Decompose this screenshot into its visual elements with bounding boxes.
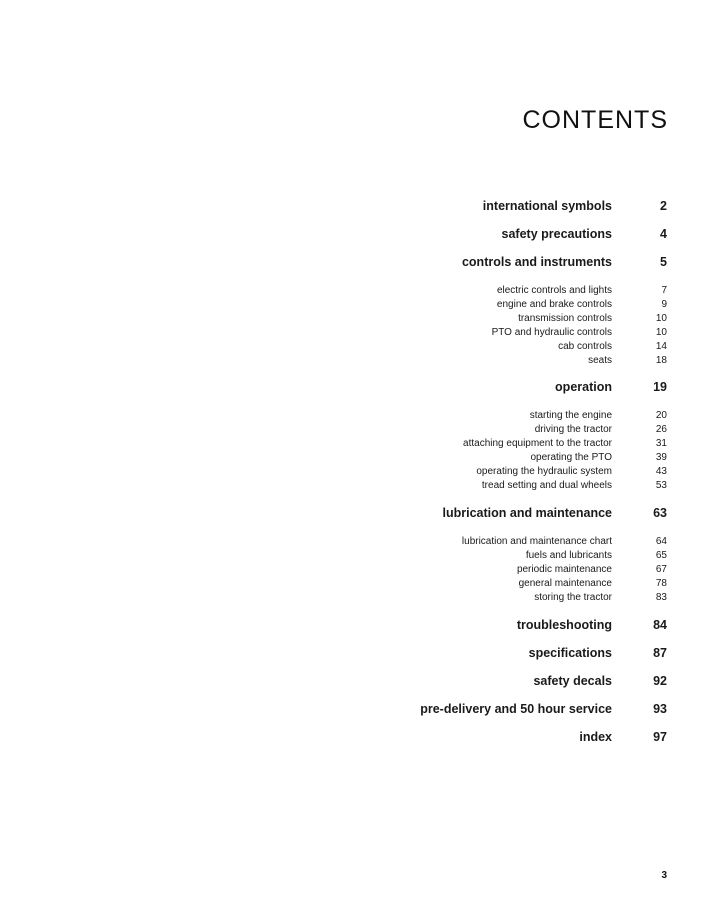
toc-entry-label: engine and brake controls	[496, 299, 612, 310]
toc-entry-label: electric controls and lights	[496, 285, 612, 296]
toc-entry-label: cab controls	[558, 341, 612, 352]
toc-entry-label: attaching equipment to the tractor	[463, 438, 612, 449]
toc-entry-page: 83	[655, 592, 667, 603]
toc-entry-label: PTO and hydraulic controls	[491, 327, 612, 338]
toc-entry-page: 67	[655, 564, 667, 575]
toc-entry[interactable]	[0, 506, 708, 524]
toc-entry[interactable]	[0, 199, 708, 217]
toc-entry-label: pre-delivery and 50 hour service	[420, 702, 612, 716]
toc-entry-label: controls and instruments	[461, 255, 612, 269]
toc-entry-page: 7	[661, 285, 667, 296]
toc-entry-page: 26	[655, 424, 667, 435]
toc-entry-page: 64	[655, 536, 667, 547]
toc-entry-page: 84	[653, 618, 667, 632]
toc-entry[interactable]	[0, 702, 708, 720]
toc-entry-label: index	[579, 730, 612, 744]
toc-entry-page: 14	[655, 341, 667, 352]
toc-entry-label: starting the engine	[529, 410, 612, 421]
toc-entry-label: lubrication and maintenance	[442, 506, 612, 520]
toc-entry-page: 78	[655, 578, 667, 589]
toc-entry-label: storing the tractor	[534, 592, 612, 603]
toc-entry[interactable]	[0, 353, 708, 371]
toc-entry-page: 2	[660, 199, 667, 213]
page-title: CONTENTS	[522, 106, 668, 134]
toc-entry-page: 92	[653, 674, 667, 688]
toc-entry[interactable]	[0, 590, 708, 608]
toc-entry-label: lubrication and maintenance chart	[461, 536, 612, 547]
toc-entry-page: 4	[660, 227, 667, 241]
toc-entry-label: operation	[555, 380, 612, 394]
toc-entry-label: safety decals	[533, 674, 612, 688]
toc-entry-label: specifications	[528, 646, 612, 660]
page-number: 3	[661, 870, 667, 881]
toc-entry-label: tread setting and dual wheels	[481, 480, 612, 491]
toc-entry[interactable]	[0, 227, 708, 245]
toc-entry-label: fuels and lubricants	[525, 550, 612, 561]
toc-entry-label: general maintenance	[518, 578, 612, 589]
toc-entry-page: 10	[655, 313, 667, 324]
toc-entry[interactable]	[0, 380, 708, 398]
toc-entry[interactable]	[0, 730, 708, 748]
toc-entry-page: 43	[655, 466, 667, 477]
toc-entry-label: safety precautions	[501, 227, 612, 241]
toc-entry-page: 63	[653, 506, 667, 520]
toc-entry-label: international symbols	[482, 199, 612, 213]
toc-entry-page: 19	[653, 380, 667, 394]
toc-entry-page: 18	[655, 355, 667, 366]
toc-entry[interactable]	[0, 674, 708, 692]
toc-entry-page: 31	[655, 438, 667, 449]
toc-entry-page: 9	[661, 299, 667, 310]
toc-entry-label: troubleshooting	[516, 618, 612, 632]
toc-entry-label: transmission controls	[518, 313, 612, 324]
toc-entry-page: 97	[653, 730, 667, 744]
toc-entry-label: operating the PTO	[530, 452, 612, 463]
toc-entry[interactable]	[0, 646, 708, 664]
toc-entry[interactable]	[0, 478, 708, 496]
toc-entry-label: seats	[588, 355, 612, 366]
toc-entry-page: 93	[653, 702, 667, 716]
toc-entry-page: 53	[655, 480, 667, 491]
toc-entry-page: 5	[660, 255, 667, 269]
toc-entry-page: 87	[653, 646, 667, 660]
toc-entry-page: 39	[655, 452, 667, 463]
toc-entry-label: operating the hydraulic system	[476, 466, 612, 477]
toc-entry-label: periodic maintenance	[516, 564, 612, 575]
toc-entry-label: driving the tractor	[534, 424, 612, 435]
toc-entry-page: 65	[655, 550, 667, 561]
toc-entry[interactable]	[0, 618, 708, 636]
toc-entry[interactable]	[0, 255, 708, 273]
toc-entry-page: 20	[655, 410, 667, 421]
toc-entry-page: 10	[655, 327, 667, 338]
